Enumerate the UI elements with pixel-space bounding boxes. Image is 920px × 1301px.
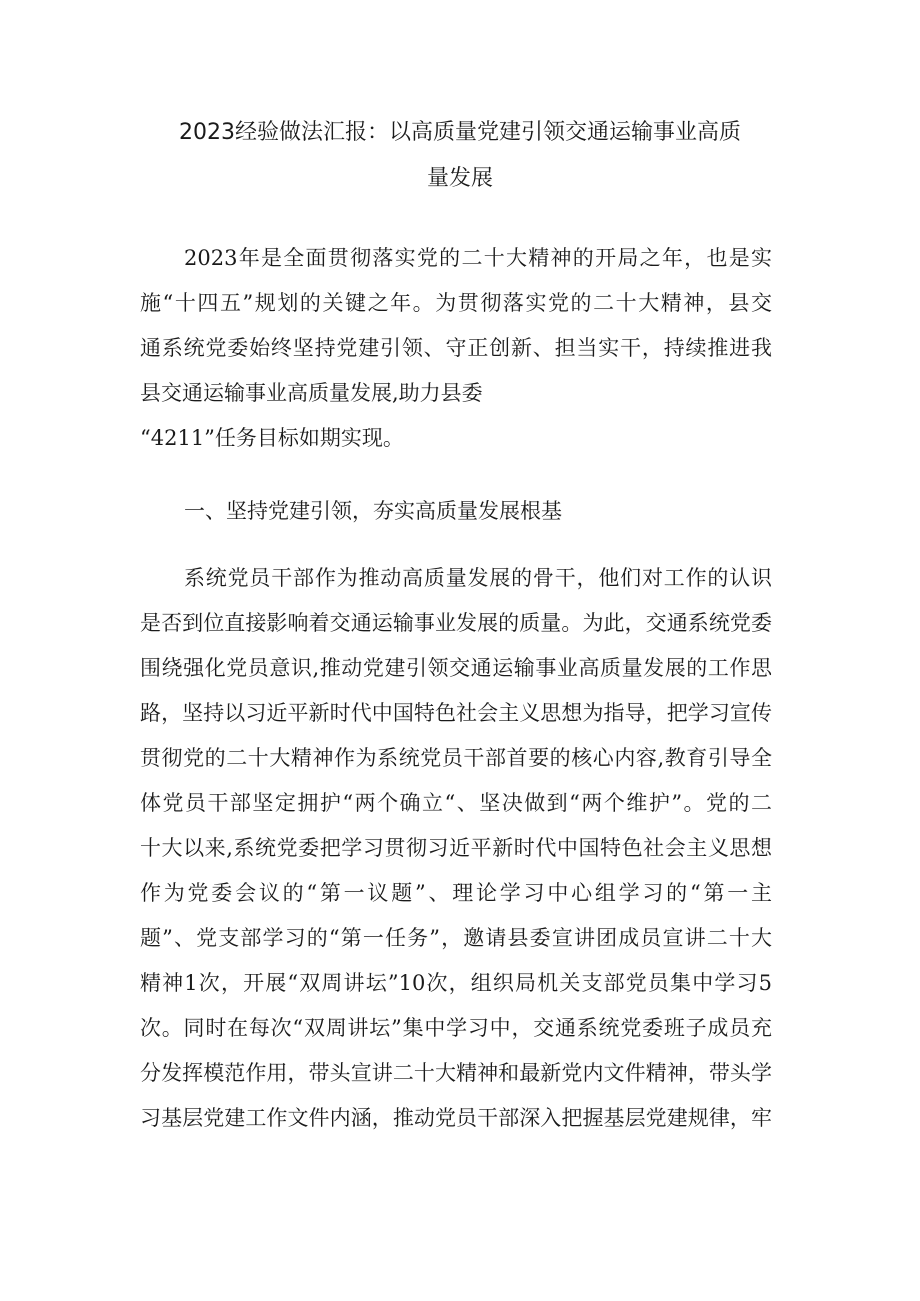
intro-line-1: 2023年是全面贯彻落实党的二十大精神的开局之年，也是实 — [184, 246, 772, 270]
body-line-12: 分发挥模范作用，带头宣讲二十大精神和最新党内文件精神，带头学 — [140, 1061, 772, 1085]
body-line-6: 体党员干部坚定拥护“两个确立“、坚决做到“两个维护”。党的二 — [140, 791, 772, 815]
body-line-10: 精神1次，开展“双周讲坛”10次，组织局机关支部党员集中学习5 — [140, 971, 772, 995]
body-line-4: 路，坚持以习近平新时代中国特色社会主义思想为指导，把学习宣传 — [140, 701, 772, 725]
document-title — [100, 110, 820, 202]
body-line-2: 是否到位直接影响着交通运输事业发展的质量。为此，交通系统党委 — [140, 611, 772, 635]
body-line-7: 十大以来,系统党委把学习贯彻习近平新时代中国特色社会主义思想 — [140, 836, 772, 860]
title-line-2: 量发展 — [426, 166, 493, 191]
body-line-13: 习基层党建工作文件内涵，推动党员干部深入把握基层党建规律，牢 — [140, 1106, 772, 1130]
title-line-1: 2023经验做法汇报：以高质量党建引领交通运输事业高质 — [179, 120, 741, 145]
body-line-1: 系统党员干部作为推动高质量发展的骨干，他们对工作的认识 — [184, 566, 772, 590]
body-line-9: 题”、党支部学习的“第一任务”，邀请县委宣讲团成员宣讲二十大 — [140, 926, 772, 950]
body-line-5: 贯彻党的二十大精神作为系统党员干部首要的核心内容,教育引导全 — [140, 746, 772, 770]
section-heading: 一、坚持党建引领，夯实高质量发展根基 — [184, 499, 562, 523]
body-line-8: 作为党委会议的“第一议题”、理论学习中心组学习的“第一主 — [140, 881, 772, 905]
body-line-11: 次。同时在每次“双周讲坛”集中学习中，交通系统党委班子成员充 — [140, 1016, 772, 1040]
intro-line-3: 通系统党委始终坚持党建引领、守正创新、担当实干，持续推进我 — [140, 336, 772, 360]
intro-line-2: 施“十四五”规划的关键之年。为贯彻落实党的二十大精神，县交 — [140, 291, 772, 315]
body-line-3: 围绕强化党员意识,推动党建引领交通运输事业高质量发展的工作思 — [140, 656, 772, 680]
intro-line-4: 县交通运输事业高质量发展,助力县委 — [140, 381, 483, 405]
intro-line-5: “4211”任务目标如期实现。 — [140, 426, 404, 450]
